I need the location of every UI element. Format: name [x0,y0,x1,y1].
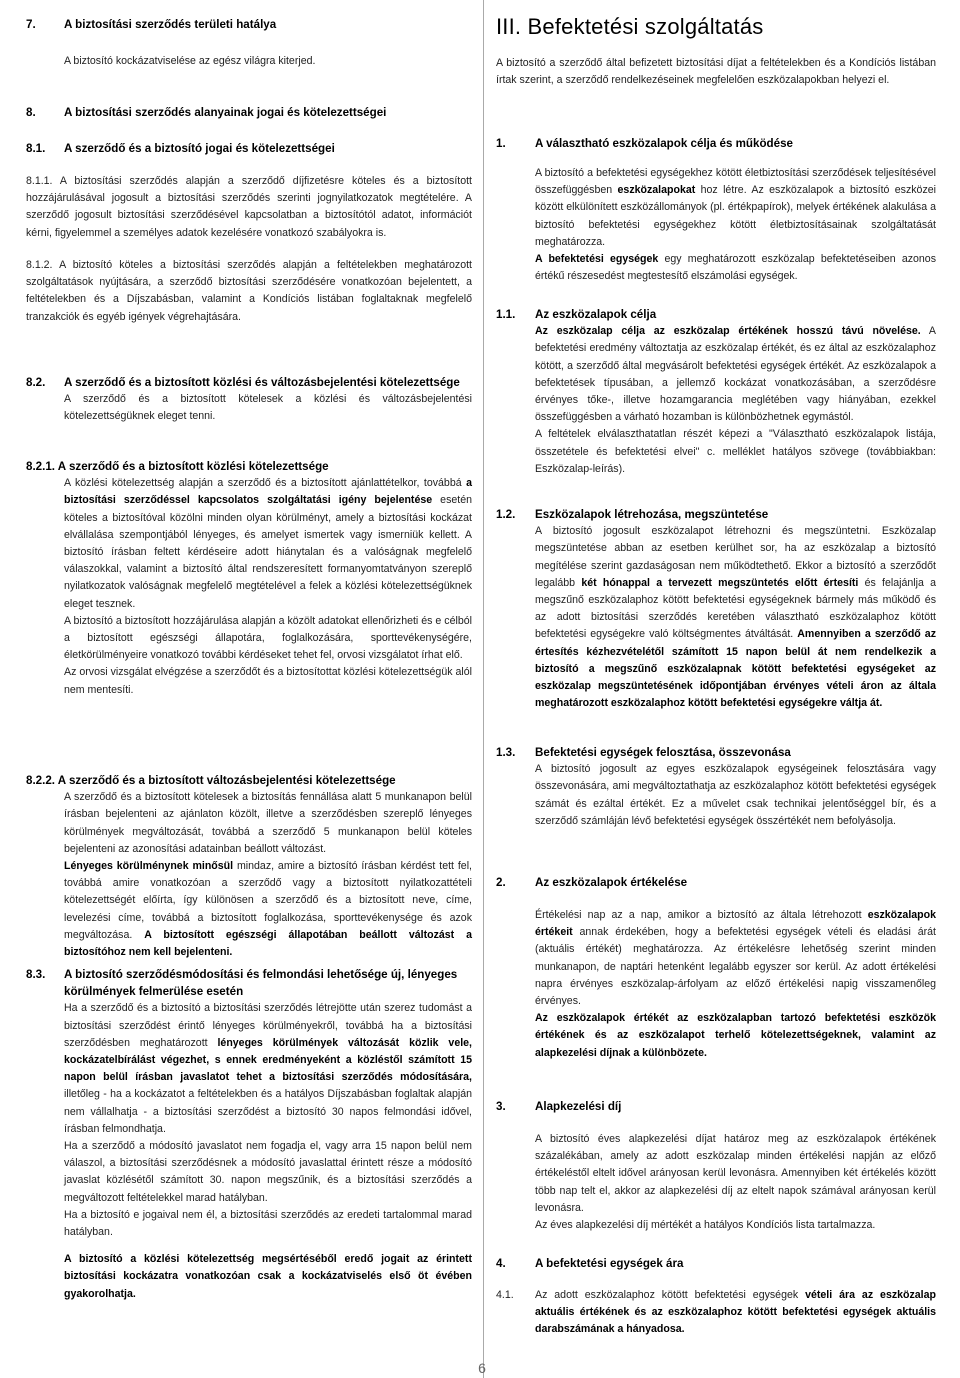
section-8-2-1-title: 8.2.1. A szerződő és a biztosított közlési kötelezettsége [26,460,329,473]
section-3-number: 3. [496,1100,506,1113]
column-divider [483,0,484,1378]
section-7-text: A biztosító kockázatviselése az egész világra kiterjed. [64,55,316,67]
p2-part-c: A biztosított egészségi állapotában beállott változást a biztosítóhoz nem kell bejelenteni. [64,928,473,959]
section-1-title: A választható eszközalapok célja és működése [535,137,793,150]
section-1-2-paragraph-1 [535,523,936,712]
section-3-title: Alapkezelési díj [535,1100,622,1113]
section-1-1-paragraph-2: A feltételek elválaszthatatlan részét képezi a "Választható eszközalapok listája, összetétele és befektetési elvei" c. melléklet hatályos szövege (továbbiakban: Eszközalap-leírás). [535,428,936,475]
p1-part-b: két hónappal a tervezett megszüntetés előtt értesíti [581,576,859,589]
p1-part-a: A biztosító jogosult eszközalapot létrehozni és megszüntetni. Eszközalap megszüntetése abban az esetben kerülhet sor, ha az eszközalap a biztosító megítélése szerint gazdaságosan nem működtethető. Ekkor a biztosító a szerződőt legalább [535,525,936,589]
section-8-3-number: 8.3. [26,968,46,981]
p1-part-b: a biztosítási szerződéssel kapcsolatos szolgáltatási igény bejelentése [64,477,472,507]
section-1-2-number: 1.2. [496,508,516,521]
p1-part-a: Az adott eszközalaphoz kötött befektetési egységek [535,1289,806,1301]
section-4-title: A befektetési egységek ára [535,1257,684,1270]
section-8-3-paragraph-1 [64,1000,472,1138]
section-3-paragraph-1: A biztosító éves alapkezelési díjat határoz meg az eszközalapok értékének százalékában, amely az adott eszközalap minden értékelési napján az előző értékeléstől eltelt idővel arányosan kerül levonásra. Amennyiben két értékelés között több nap telt el, akkor az alapkezelési díj az eltelt napok számával arányosan kerül levonásra. [535,1133,936,1214]
p1-part-a: Értékelési nap az a nap, amikor a biztosító az általa létrehozott [535,909,868,921]
p1-part-c: illetőleg - ha a kockázatot a feltételekben és a hatályos Díjszabásban foglaltak alapján nem vállalhatja - a biztosítási szerződést a biztosító 30 napos felmondási idővel, írásban felmondhatja. [64,1088,472,1135]
p1-part-d: Amennyiben a szerződő az értesítés kézhezvételétől számított 15 napon belül át nem rendelkezik a biztosító a megszűnő eszközalapnak kötött befektetési egységeket az eszközalap megszüntetésének időpontjában érvényes vételi áron az általa meghatározott eszközalaphoz kötött befektetési egységekre váltja át. [535,628,936,710]
section-8-number: 8. [26,106,36,119]
section-8-3-paragraph-3: Ha a biztosító e jogaival nem él, a biztosítási szerződés az eredeti tartalommal marad hatályban. [64,1208,472,1239]
section-8-3-paragraph-4: A biztosító a közlési kötelezettség megsértéséből eredő jogait az érintett biztosítási kockázatra vonatkozóan csak a kockázatviselés első öt évében gyakorolhatja. [64,1253,472,1300]
p1-part-a: A közlési kötelezettség alapján a szerződő és a biztosított ajánlattételkor, továbbá [64,477,467,490]
section-3-paragraph-2: Az éves alapkezelési díj mértékét a hatályos Kondíciós lista tartalmazza. [535,1219,876,1232]
section-8-2-1-paragraph-1 [64,475,472,613]
section-8-2-1-paragraph-3: Az orvosi vizsgálat elvégzése a szerződőt és a biztosítottat közlési kötelezettségük alól nem mentesíti. [64,666,472,696]
p1-part-b: vételi ára az eszközalap aktuális értékének és az eszközalaphoz kötött befektetési egységek aktuális darabszámának a hányadosa. [535,1289,936,1336]
section-1-number: 1. [496,137,506,150]
section-8-2-1-paragraph-2: A biztosító a biztosított hozzájárulása alapján a közölt adatokat ellenőrizheti és e célból a biztosított egészségi állapotára, foglalkozására, sporttevékenységére, életkörülményeire vonatkozó további kérdéseket tehet fel, orvosi vizsgálatot írhat elő. [64,614,472,662]
intro-text: A biztosító a szerződő által befizetett biztosítási díjat a feltételekben és a Kondíciós listában írtak szerint, a szerződő rendelkezéseinek megfelelően eszközalapokban helyezi el. [496,57,936,87]
section-8-2-text: A szerződő és a biztosított kötelesek a közlési és változásbejelentési kötelezettségüknek eleget tenni. [64,393,472,423]
section-8-2-2-paragraph-1: A szerződő és a biztosított kötelesek a biztosítás fennállása alatt 5 munkanapon belül írásban bejelenteni az ajánlaton közölt, illetve a szerződésben szereplő lényeges körülmények megváltozását, továbbá a szerződő 5 munkanapon belül köteles bejelenteni az azonosítási adatainban beállott változást. [64,791,472,855]
section-8-1-1 [26,173,472,242]
section-1-3-title: Befektetési egységek felosztása, összevonása [535,746,791,759]
section-7-number: 7. [26,18,36,31]
p1-part-b: A befektetési eredmény változtatja az eszközalap értékét, és ez által az eszközalaphoz kötött, a szerződő által megvásárolt befektetési egységek értékét. Az eszközalapok a befektetések típusában, a jellemző kockázat vonatkozásában, a szerződésre érvényes tőke-, illetve hozamgarancia meglétében vagy hiányában, ezekkel összefüggésben a várható hozamban is különbözhetnek egymástól. [535,325,936,424]
section-8-2-title: A szerződő és a biztosított közlési és változásbejelentési kötelezettsége [64,376,460,389]
p1-part-c: és felajánlja a megszűnő eszközalaphoz kötött befektetési egységeknek bármely más működő és az adott biztosítási szerződés keretében választható eszközalaphoz kötött befektetési egységekre való költségmentes átváltását. [535,576,936,641]
section-4-1-number: 4.1. [496,1289,514,1301]
section-1-paragraph-2 [535,251,936,285]
p1-part-a: Ha a szerződő és a biztosító a biztosítási szerződés létrejötte után szerez tudomást a biztosítási szerződést érintő lényeges körülményekről, továbbá ha a biztosítási szerződésben meghatározott [64,1002,472,1049]
section-1-body [496,165,936,285]
page-number: 6 [478,1360,486,1376]
section-8-2-2-paragraph-2 [64,858,472,961]
p1-part-b: lényeges körülmények változását közlik vele, kockázatelbírálást végezhet, s ennek eredményeként a közléstől számított 15 napon belül írásban javaslatot tehet a biztosítási szerződés módosítására, [64,1036,472,1084]
section-1-3-paragraph-1: A biztosító jogosult az egyes eszközalapok egységeinek felosztására vagy összevonására, ami megváltoztathatja az eszközalaphoz kötött befektetési egységek számát és ezáltal értékét. Ez a művelet csak technikai jelentőséggel bír, és a szerződő számláján lévő befektetési egységek összértékét nem befolyásolja. [535,763,936,827]
section-8-1-2-text: 8.1.2. A biztosító köteles a biztosítási szerződés alapján a feltételekben meghatározott szolgáltatások nyújtására, a szerződő biztosítási szerződésére vonatkozóan bejelentett, a feltételekben és a Díjszabásban, valamint a Kondíciós listában foglaltaknak megfelelő tranzakciók és egyéb igények végrehajtására. [26,259,472,323]
p2-part-a: Lényeges körülménynek minősül [64,860,234,873]
section-1-2-title: Eszközalapok létrehozása, megszüntetése [535,508,769,521]
p2-part-b: egy meghatározott eszközalap befektetéseiben azonos értékű részesedést megtestesítő elszámolási egységek. [535,253,936,283]
section-8-3-paragraph-2: Ha a szerződő a módosító javaslatot nem fogadja el, vagy arra 15 napon belül nem válaszol, a biztosítási szerződésnek a módosító javaslattal érintett része a módosító javaslat közlésétől számított 30. napon megszűnik, és a biztosítási szerződés a megváltozott feltételekkel marad hatályban. [64,1140,472,1204]
section-III [496,14,936,40]
section-1-1-paragraph-1 [535,323,936,426]
section-8-1-1-text: 8.1.1. A biztosítási szerződés alapján a szerződő díjfizetésre köteles és a biztosított hozzájárulásával jogosult a biztosítási szerződés szerinti jognyilatkozatok megtételére. A szerződő jogosult biztosítási szerződésével kapcsolatban a biztosítótól adatot, információt kérni, figyelemmel a személyes adatok kezelésére vonatkozó szabályokra is. [26,175,472,239]
section-1-1-title: Az eszközalapok célja [535,308,657,321]
p1-part-a: Az eszközalap célja az eszközalap értékének hosszú távú növelése. [535,325,921,338]
section-4-1-paragraph-1 [535,1287,936,1339]
section-8-2-1 [26,458,472,699]
p1-part-a: A biztosító a befektetési egységekhez kötött életbiztosítási szerződések teljesítésével összefüggésben [535,167,936,197]
section-2-paragraph-2: Az eszközalapok értékét az eszközalapban tartozó befektetési eszközök értékének és az eszközalapot terhelő kötelezettségeknek, valamint az alapkezelési díjnak a különbözete. [535,1012,936,1059]
p2-part-a: A befektetési egységek [535,253,659,266]
section-1-paragraph-1 [535,165,936,251]
p1-part-c: hoz létre. Az eszközalapok a biztosító eszközei között elkülönített eszközállományok (pl. értékpapírok), melyek értékének alakulása a biztosító befektetési egységekhez kötött életbiztosításainak szolgáltatását meghatározza. [535,184,936,248]
section-4-number: 4. [496,1257,506,1270]
p2-part-b: mindaz, amire a biztosító írásban kérdést tett fel, továbbá amire vonatkozóan a szerződő vagy a biztosított nyilatkozattételi kötelezettségét előírta, így különösen a szerződő és a biztosított neve, címe, levelezési címe, továbbá a biztosított foglalkozása, sporttevékenysége és azok megváltozása. [64,860,472,941]
section-8-2-2-title: 8.2.2. A szerződő és a biztosított változásbejelentési kötelezettsége [26,774,396,787]
p1-part-c: esetén köteles a biztosítóval közölni minden olyan körülményt, amely a biztosítási kockázat elvállalása szempontjából lényeges, és amelyet ismertek vagy ismerniük kellett. A biztosító írásban feltett kérdéseire adott hiánytalan és a valóságnak megfelelő válaszokkal, valamint a biztosító által rendszeresített formanyomtatványon szereplő nyilatkozatok valóságnak megfelelő megtételével a felek a közlési kötelezettségüknek eleget tesznek. [64,494,472,610]
section-1-3-number: 1.3. [496,746,516,759]
section-2-title: Az eszközalapok értékelése [535,876,688,889]
section-2-number: 2. [496,876,506,889]
section-8-3-title: A biztosító szerződésmódosítási és felmondási lehetősége új, lényeges körülmények felmerülése esetén [64,968,458,999]
section-III-intro [496,55,936,89]
section-3-body [496,1131,936,1234]
section-8-2-2 [26,772,472,961]
p1-part-c: annak érdekében, hogy a befektetési egységek vételi és eladási árát (aktuális értékét) meghatározza. Az értékelésre lehetőség szerint minden munkanapon, de naptári hetenként legalább egyszer sor kerül. Az adott értékelési napra érvényes eszközalap-árfolyam az előző értékelési napig visszamenőleg érvényes. [535,926,936,1008]
section-III-title: III. Befektetési szolgáltatás [496,14,764,39]
section-2-body [496,907,936,1062]
section-8-2-number: 8.2. [26,376,46,389]
section-7-title: A biztosítási szerződés területi hatálya [64,18,277,31]
p1-part-b: eszközalapok értékeit [535,909,936,939]
section-2-paragraph-1 [535,907,936,1010]
p1-part-b: eszközalapokat [617,184,696,197]
section-8-1-number: 8.1. [26,142,46,155]
section-8-title: A biztosítási szerződés alanyainak jogai és kötelezettségei [64,106,387,119]
section-1-1-number: 1.1. [496,308,516,321]
section-8-1-2 [26,257,472,326]
section-8-1-title: A szerződő és a biztosító jogai és kötelezettségei [64,142,335,155]
